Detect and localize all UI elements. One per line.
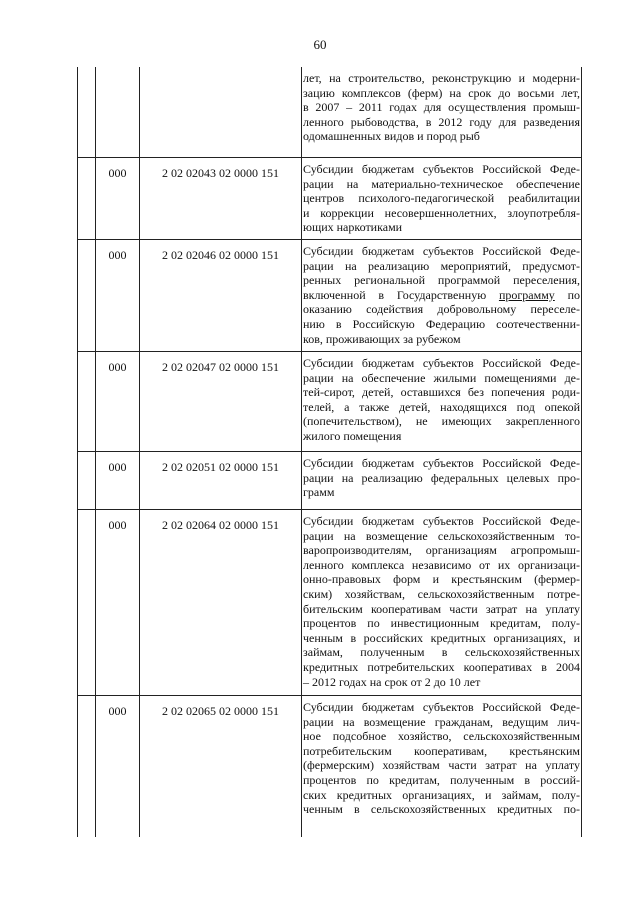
description-line: и коррекции несовершеннолетних, злоупотребля- [303, 205, 580, 220]
description-line: ченным в сельскохозяйственных кредитных по- [303, 802, 580, 817]
description-line: ских кредитных организациях, и займам, полу- [303, 787, 580, 802]
description-line: бительским кооперативам части затрат на уплату [303, 601, 580, 616]
description-line: в 2007 – 2011 годах для осуществления промыш- [303, 100, 580, 115]
description-line: ное подсобное хозяйство, сельскохозяйственным [303, 729, 580, 744]
description-line: Субсидии бюджетам субъектов Российской Феде- [303, 244, 580, 258]
description-line: ленного рыбоводства, в 2012 году для разведения [303, 114, 580, 129]
table-row [78, 695, 581, 838]
description-line: оказанию содействия добровольному переселе- [303, 302, 580, 317]
description-cell [303, 244, 580, 346]
description-line: лет, на строительство, реконструкцию и модерни- [303, 71, 580, 85]
budget-code-cell: 2 02 02046 02 0000 151 [162, 248, 279, 262]
description-line: ленного комплекса независимо от их организаци- [303, 557, 580, 572]
description-line: Субсидии бюджетам субъектов Российской Феде- [303, 456, 580, 470]
description-line: ков, проживающих за рубежом [303, 331, 461, 346]
admin-code-cell: 000 [108, 360, 127, 374]
admin-code-cell: 000 [108, 704, 127, 718]
description-line: Субсидии бюджетам субъектов Российской Феде- [303, 700, 580, 714]
description-line: потребительским кооперативам, крестьянским [303, 743, 580, 758]
description-line: жилого помещения [303, 428, 402, 443]
description-cell [303, 514, 580, 689]
description-cell [303, 356, 580, 444]
admin-code-cell: 000 [108, 518, 127, 532]
description-line: ренных региональной программой переселения, [303, 273, 580, 288]
description-line: (фермерским) хозяйствам части затрат на уплату [303, 758, 580, 773]
table-row [78, 239, 581, 352]
description-line: кредитных потребительских кооперативах в 2004 [303, 659, 580, 674]
description-line: ским) хозяйствам, сельскохозяйственным потре- [303, 586, 580, 601]
description-line: рации на возмещение гражданам, ведущим лич- [303, 714, 580, 729]
description-line: рации на материально-техническое обеспечение [303, 176, 580, 191]
description-line: процентов по кредитам, полученным в россий- [303, 772, 580, 787]
page-number: 60 [313, 37, 327, 52]
description-cell [303, 700, 580, 817]
budget-code-cell: 2 02 02043 02 0000 151 [162, 166, 279, 180]
description-line: ченным в российских кредитных организациях, и [303, 630, 580, 645]
description-cell [303, 456, 580, 500]
description-line: Субсидии бюджетам субъектов Российской Феде- [303, 162, 580, 176]
description-line: (попечительством), не имеющих закрепленного [303, 414, 580, 429]
description-line: включенной в Государственную программу по [303, 287, 580, 302]
table-row [78, 509, 581, 696]
description-line: нию в Российскую Федерацию соотечественни- [303, 316, 580, 331]
description-line: – 2012 годах на срок от 2 до 10 лет [303, 674, 481, 689]
description-line: рации на обеспечение жилыми помещениями де- [303, 370, 580, 385]
admin-code-cell: 000 [108, 166, 127, 180]
description-line: Субсидии бюджетам субъектов Российской Феде- [303, 514, 580, 528]
description-line: рации на реализацию мероприятий, предусмот- [303, 258, 580, 273]
description-line: грамм [303, 485, 335, 500]
description-line: Субсидии бюджетам субъектов Российской Феде- [303, 356, 580, 370]
budget-code-cell: 2 02 02051 02 0000 151 [162, 460, 279, 474]
description-line: процентов по инвестиционным кредитам, полу- [303, 616, 580, 631]
description-line: тей-сирот, детей, оставшихся без попечения роди- [303, 385, 580, 400]
description-cell [303, 162, 580, 235]
table-row [78, 351, 581, 452]
admin-code-cell: 000 [108, 248, 127, 262]
description-line: рации на возмещение сельскохозяйственным то- [303, 528, 580, 543]
description-line: рации на реализацию федеральных целевых про- [303, 470, 580, 485]
revenue-table [77, 67, 582, 837]
description-line: онно-правовых форм и крестьянским (фермер- [303, 572, 580, 587]
budget-code-cell: 2 02 02047 02 0000 151 [162, 360, 279, 374]
description-line: займам, полученным в сельскохозяйственных [303, 645, 580, 660]
table-row [78, 157, 581, 240]
budget-code-cell: 2 02 02065 02 0000 151 [162, 704, 279, 718]
description-line: варопроизводителям, организациям агропромыш- [303, 543, 580, 558]
table-row [78, 451, 581, 510]
description-line: одомашненных видов и пород рыб [303, 129, 480, 144]
admin-code-cell: 000 [108, 460, 127, 474]
description-cell [303, 71, 580, 144]
budget-code-cell: 2 02 02064 02 0000 151 [162, 518, 279, 532]
description-line: ющих наркотиками [303, 220, 403, 235]
description-line: зацию комплексов (ферм) на срок до восьми лет, [303, 85, 580, 100]
description-line: центров психолого-педагогической реабилитации [303, 191, 580, 206]
description-line: телей, а также детей, находящихся под опекой [303, 399, 580, 414]
table-row-continuation [78, 67, 581, 157]
